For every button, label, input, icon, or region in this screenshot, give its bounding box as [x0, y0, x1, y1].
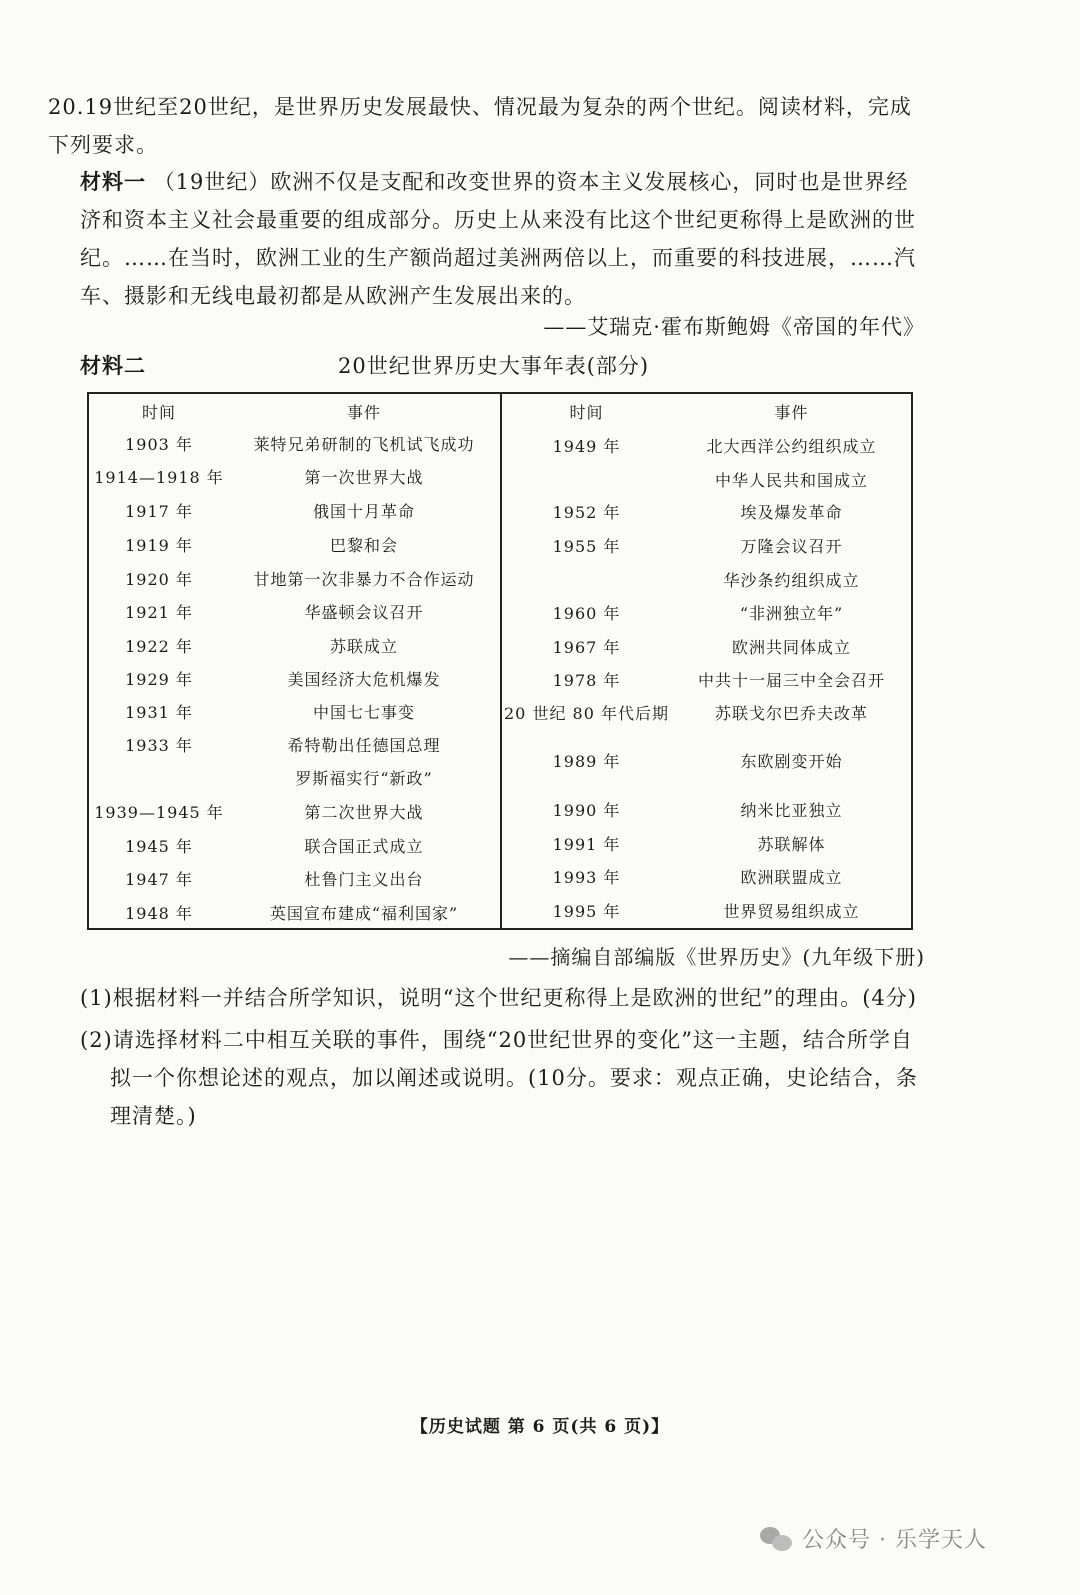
- row-event-r-6: 欧洲共同体成立: [731, 638, 851, 657]
- row-time-r-5: 1960 年: [552, 604, 621, 623]
- row-event-r-0: 北大西洋公约组织成立: [706, 437, 877, 456]
- row-event-l-0: 莱特兄弟研制的飞机试飞成功: [253, 435, 475, 454]
- question-1: (1)根据材料一并结合所学知识，说明“这个世纪更称得上是欧洲的世纪”的理由。(4分): [80, 986, 917, 1010]
- row-event-r-12: 欧洲联盟成立: [740, 868, 843, 887]
- watermark-text: 公众号 · 乐学天人: [802, 1528, 987, 1553]
- row-time-l-4: 1920 年: [125, 570, 193, 589]
- header-time-left: 时间: [141, 403, 176, 422]
- material1-body: （19世纪）欧洲不仅是支配和改变世界的资本主义发展核心，同时也是世界经济和资本主义社会最重要的组成部分。历史上从来没有比这个世纪更称得上是欧洲的世纪。……在当时，欧洲工业的生产额尚超过美洲两倍以上，而重要的科技进展，……汽车、摄影和无线电最初都是从欧洲产生发展出来的。: [80, 170, 916, 308]
- row-time-l-6: 1922 年: [125, 637, 193, 656]
- row-time-r-3: 1955 年: [552, 537, 621, 556]
- table-title: 20世纪世界历史大事年表(部分): [338, 354, 650, 378]
- row-event-l-13: 杜鲁门主义出台: [304, 870, 424, 889]
- header-event-left: 事件: [346, 403, 381, 422]
- row-event-l-12: 联合国正式成立: [304, 837, 424, 856]
- row-time-r-2: 1952 年: [552, 503, 621, 522]
- row-time-l-13: 1947 年: [125, 870, 193, 889]
- row-event-r-1: 中华人民共和国成立: [714, 471, 868, 490]
- row-time-l-2: 1917 年: [125, 502, 193, 521]
- row-event-l-4: 甘地第一次非暴力不合作运动: [253, 570, 475, 589]
- row-event-l-11: 第二次世界大战: [304, 803, 424, 822]
- row-event-r-13: 世界贸易组织成立: [723, 902, 860, 921]
- row-time-r-13: 1995 年: [552, 902, 621, 921]
- row-time-r-8: 20 世纪 80 年代后期: [504, 704, 669, 723]
- material1-source: ——艾瑞克·霍布斯鲍姆《帝国的年代》: [543, 315, 925, 339]
- row-event-r-2: 埃及爆发革命: [740, 503, 843, 522]
- row-event-l-2: 俄国十月革命: [312, 502, 415, 521]
- row-time-l-1: 1914—1918 年: [94, 468, 224, 487]
- material2-label: 材料二: [80, 353, 146, 378]
- row-time-r-10: 1990 年: [552, 801, 621, 820]
- header-event-right: 事件: [774, 403, 809, 422]
- page-footer: 【历史试题 第 6 页(共 6 页)】: [410, 1417, 670, 1437]
- question-2: (2)请选择材料二中相互关联的事件，围绕“20世纪世界的变化”这一主题，结合所学自拟一个你想论述的观点，加以阐述或说明。(10分。要求：观点正确，史论结合，条理清楚。): [80, 1028, 918, 1128]
- row-event-l-3: 巴黎和会: [329, 536, 398, 555]
- row-time-l-14: 1948 年: [125, 904, 193, 923]
- row-time-l-3: 1919 年: [125, 536, 193, 555]
- row-event-r-10: 纳米比亚独立: [740, 801, 843, 820]
- row-event-r-4: 华沙条约组织成立: [723, 571, 860, 590]
- row-time-r-12: 1993 年: [552, 868, 621, 887]
- row-time-r-0: 1949 年: [552, 437, 621, 456]
- material1-text: [80, 163, 920, 315]
- row-time-l-8: 1931 年: [125, 703, 193, 722]
- row-time-l-7: 1929 年: [125, 670, 193, 689]
- row-time-l-12: 1945 年: [125, 837, 193, 856]
- row-time-r-7: 1978 年: [552, 671, 621, 690]
- row-event-l-5: 华盛顿会议召开: [304, 603, 424, 622]
- wechat-icon: [760, 1525, 794, 1553]
- row-event-l-7: 美国经济大危机爆发: [287, 670, 441, 689]
- row-event-r-7: 中共十一届三中全会召开: [697, 671, 885, 690]
- row-event-l-6: 苏联成立: [329, 637, 398, 656]
- row-time-l-11: 1939—1945 年: [94, 803, 224, 822]
- row-time-l-9: 1933 年: [125, 736, 193, 755]
- material1-label: 材料一: [80, 169, 146, 194]
- row-event-r-3: 万隆会议召开: [740, 537, 843, 556]
- row-event-r-5: “非洲独立年”: [739, 604, 844, 623]
- row-event-l-8: 中国七七事变: [312, 703, 415, 722]
- row-event-l-9: 希特勒出任德国总理: [287, 736, 441, 755]
- row-time-r-11: 1991 年: [552, 835, 621, 854]
- row-event-l-10: 罗斯福实行“新政”: [295, 769, 433, 788]
- question-heading: 20.19世纪至20世纪，是世界历史发展最快、情况最为复杂的两个世纪。阅读材料，完成下列要求。: [48, 95, 912, 157]
- row-event-r-8: 苏联戈尔巴乔夫改革: [714, 704, 868, 723]
- row-event-r-9: 东欧剧变开始: [740, 752, 843, 771]
- row-time-r-9: 1989 年: [552, 752, 621, 771]
- row-time-r-6: 1967 年: [552, 638, 621, 657]
- header-time-right: 时间: [569, 403, 604, 422]
- row-time-l-5: 1921 年: [125, 603, 193, 622]
- row-event-l-1: 第一次世界大战: [304, 468, 424, 487]
- row-time-l-0: 1903 年: [125, 435, 193, 454]
- events-table: [87, 392, 913, 930]
- table-divider: [500, 394, 502, 928]
- table-source: ——摘编自部编版《世界历史》(九年级下册): [508, 945, 925, 969]
- row-event-r-11: 苏联解体: [757, 835, 826, 854]
- watermark: [760, 1523, 987, 1554]
- row-event-l-14: 英国宣布建成“福利国家”: [269, 904, 459, 923]
